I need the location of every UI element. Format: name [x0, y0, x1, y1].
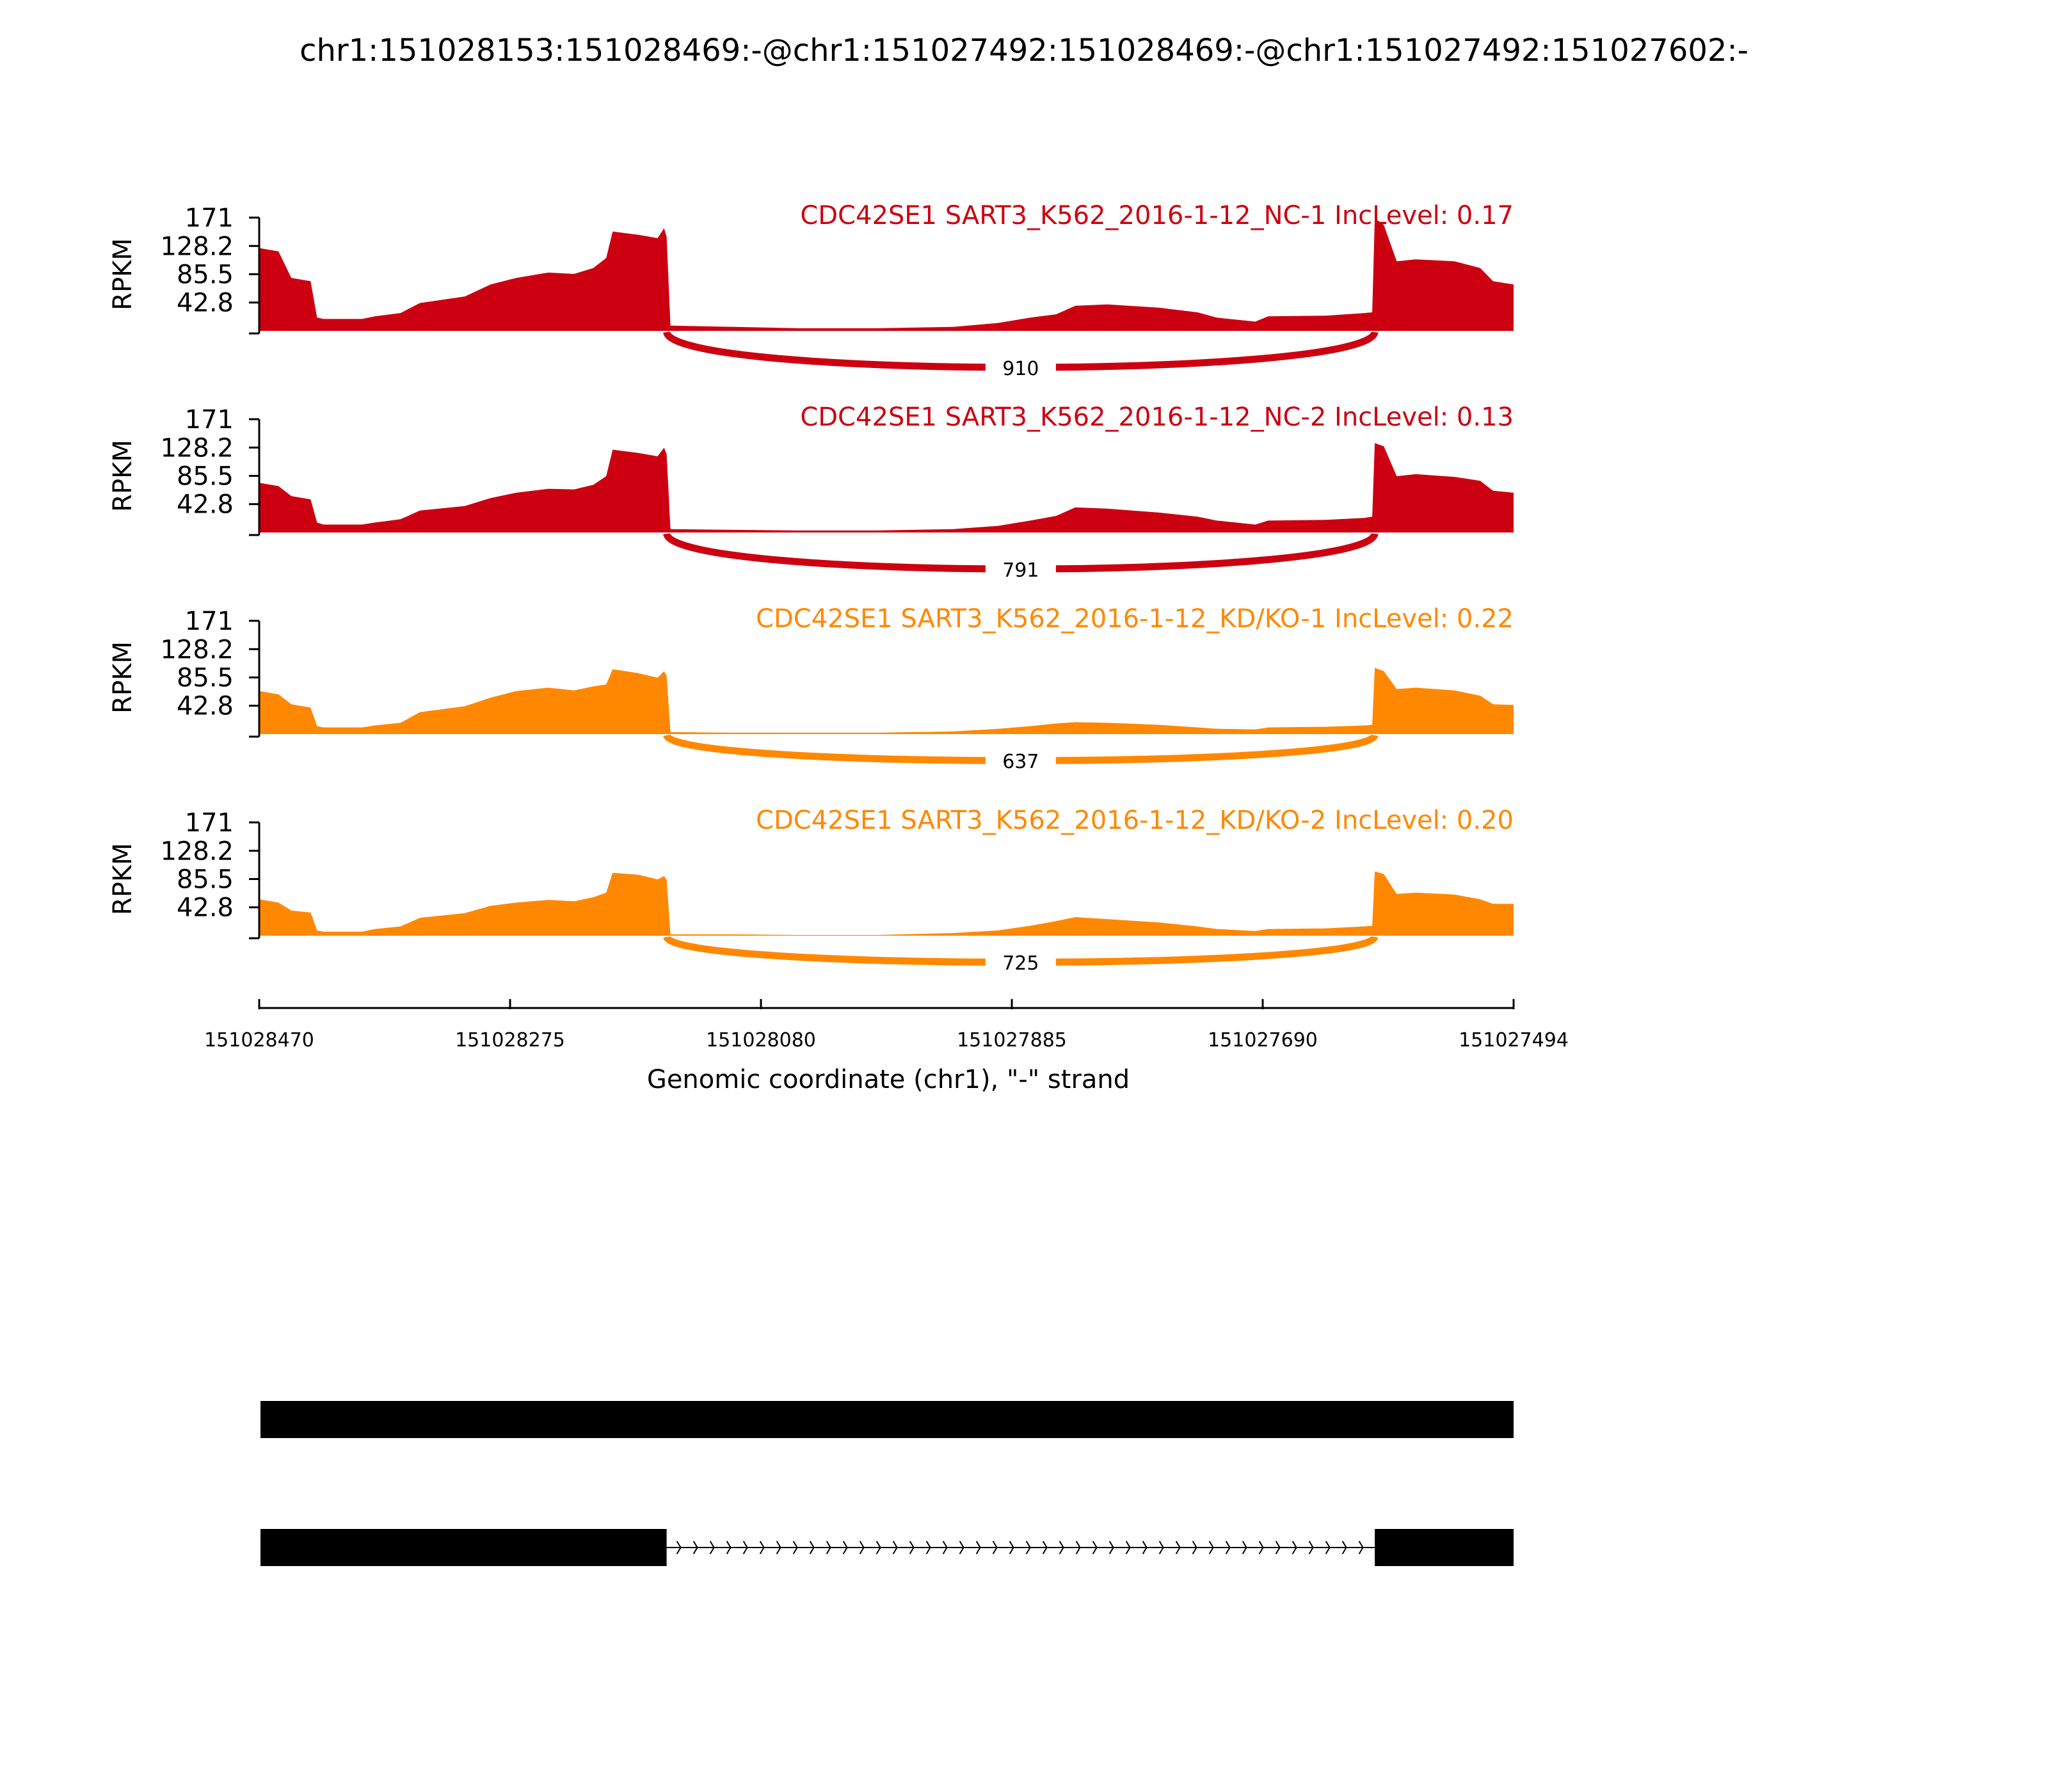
y-tick-label: 85.5: [176, 260, 234, 290]
exon-block: [1375, 1529, 1514, 1566]
track-2: [108, 403, 1514, 584]
x-tick-label: 151027690: [1208, 1029, 1318, 1052]
junction-count: 910: [1002, 358, 1039, 380]
track-4: [108, 806, 1514, 977]
y-tick-label: 85.5: [176, 865, 234, 895]
y-tick-label: 171: [184, 204, 234, 233]
x-tick-label: 151028470: [204, 1029, 314, 1052]
coverage-area: [259, 668, 1514, 735]
track-3: [108, 604, 1514, 775]
y-axis-label: RPKM: [108, 238, 138, 310]
coverage-area: [259, 872, 1514, 936]
x-axis-label: Genomic coordinate (chr1), "-" strand: [646, 1065, 1130, 1094]
y-tick-label: 85.5: [176, 663, 234, 693]
y-tick-label: 42.8: [176, 893, 234, 923]
exon-block: [260, 1529, 667, 1566]
y-tick-label: 171: [184, 405, 234, 435]
coverage-tracks: [108, 201, 1514, 977]
y-tick-label: 42.8: [176, 490, 234, 520]
exon-block: [260, 1401, 1514, 1438]
junction-count: 725: [1002, 952, 1039, 975]
isoform-1: [260, 1401, 1514, 1438]
plot-title: chr1:151028153:151028469:-@chr1:151027492:151028469:-@chr1:151027492:151027602:-: [300, 33, 1748, 68]
y-axis-label: RPKM: [108, 641, 138, 714]
y-tick-label: 42.8: [176, 288, 234, 318]
track-name: CDC42SE1 SART3_K562_2016-1-12_KD/KO-1 IncLevel: 0.22: [756, 604, 1514, 634]
y-tick-label: 171: [184, 607, 234, 636]
junction-count: 791: [1002, 559, 1039, 582]
y-tick-label: 128.2: [160, 232, 234, 262]
y-axis-label: RPKM: [108, 843, 138, 915]
y-tick-label: 85.5: [176, 461, 234, 492]
y-tick-label: 171: [184, 808, 234, 838]
isoform-structures: [260, 1401, 1514, 1566]
y-tick-label: 128.2: [160, 836, 234, 867]
track-name: CDC42SE1 SART3_K562_2016-1-12_NC-2 IncLevel: 0.13: [800, 403, 1514, 432]
y-tick-label: 128.2: [160, 433, 234, 463]
x-tick-label: 151028275: [455, 1029, 565, 1052]
coverage-area: [259, 443, 1514, 532]
track-1: [108, 201, 1514, 382]
y-tick-label: 42.8: [176, 691, 234, 721]
coverage-area: [259, 218, 1514, 331]
junction-count: 637: [1002, 751, 1039, 773]
track-name: CDC42SE1 SART3_K562_2016-1-12_KD/KO-2 IncLevel: 0.20: [756, 806, 1514, 835]
y-tick-label: 128.2: [160, 635, 234, 665]
isoform-2: [260, 1529, 1514, 1566]
track-name: CDC42SE1 SART3_K562_2016-1-12_NC-1 IncLevel: 0.17: [800, 201, 1514, 230]
y-axis-label: RPKM: [108, 440, 138, 512]
x-tick-label: 151028080: [706, 1029, 816, 1052]
x-axis: [204, 999, 1569, 1052]
x-tick-label: 151027494: [1459, 1029, 1569, 1052]
x-tick-label: 151027885: [957, 1029, 1067, 1052]
